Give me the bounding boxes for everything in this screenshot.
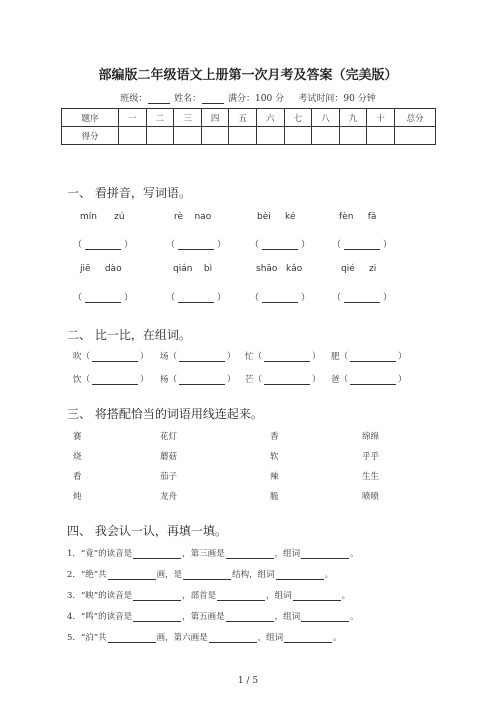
compare-item xyxy=(331,350,407,362)
page-number: 1 / 5 xyxy=(237,676,259,686)
answer-line[interactable] xyxy=(133,612,181,622)
compare-item xyxy=(160,350,236,362)
question-1 xyxy=(67,547,359,559)
paren-close: ） xyxy=(217,293,227,303)
section2-heading: 二、 比一比，在组词。 xyxy=(67,328,191,342)
q-text: 。 xyxy=(341,591,351,601)
pinyin-item: shāo kǎo xyxy=(256,264,303,274)
paren-open: （ xyxy=(339,352,349,362)
match-word[interactable]: 看 xyxy=(73,472,82,482)
answer-line[interactable] xyxy=(133,549,181,559)
score-cell[interactable] xyxy=(339,127,367,145)
paren-open: （ xyxy=(332,293,342,303)
answer-line[interactable] xyxy=(350,375,396,385)
answer-line[interactable] xyxy=(108,570,156,580)
score-table-header-row xyxy=(62,109,436,127)
score-cell[interactable] xyxy=(146,127,174,145)
score-header-cell: 一 xyxy=(119,109,147,127)
answer-line[interactable] xyxy=(179,375,225,385)
q-text: 。 xyxy=(350,612,359,622)
paren-close: ） xyxy=(383,240,393,250)
match-word[interactable]: 脆 xyxy=(270,492,279,502)
answer-line xyxy=(262,240,298,250)
answer-line[interactable] xyxy=(276,570,324,580)
compare-item xyxy=(245,373,321,385)
answer-line xyxy=(178,293,214,303)
paren-open: （ xyxy=(339,375,349,385)
paren-open: （ xyxy=(166,293,176,303)
score-table-score-row xyxy=(62,127,436,145)
answer-line[interactable] xyxy=(301,612,349,622)
section3-heading: 三、 将搭配恰当的词语用线连起来。 xyxy=(67,407,263,421)
q-text: 结构，组词 xyxy=(232,570,275,580)
question-5 xyxy=(67,631,342,643)
name-label: 姓名： xyxy=(174,94,202,104)
name-blank xyxy=(202,94,224,104)
score-header-cell: 总分 xyxy=(395,109,436,127)
match-word[interactable]: 烧 xyxy=(73,452,82,462)
q-text: 1．“竟”的读音是 xyxy=(67,549,133,559)
answer-line[interactable] xyxy=(264,375,310,385)
q-text: 。 xyxy=(333,633,342,643)
match-word[interactable]: 龙舟 xyxy=(160,492,178,502)
answer-blank[interactable] xyxy=(332,290,392,303)
answer-line xyxy=(85,240,121,250)
q-text: 3．“映”的读音是 xyxy=(67,591,133,601)
answer-blank[interactable] xyxy=(73,290,133,303)
pinyin-item: fèn fā xyxy=(339,212,377,222)
q-text: ，组词 xyxy=(274,612,301,622)
exam-info-line xyxy=(0,91,496,104)
compare-char: 场 xyxy=(160,352,169,362)
paren-close: ） xyxy=(140,352,149,362)
score-cell[interactable] xyxy=(119,127,147,145)
paren-close: ） xyxy=(312,352,321,362)
compare-char: 饮 xyxy=(73,375,82,385)
answer-blank[interactable] xyxy=(250,237,310,250)
pinyin-item: bèi ké xyxy=(257,212,296,222)
paren-open: （ xyxy=(166,240,176,250)
q-text: 4．“鸣”的读音是 xyxy=(67,612,133,622)
pinyin-item: qié zi xyxy=(341,264,377,274)
match-word[interactable]: 软 xyxy=(270,452,279,462)
match-word[interactable]: 炖 xyxy=(73,492,82,502)
question-4 xyxy=(67,610,359,622)
score-row-label: 得分 xyxy=(62,127,119,145)
answer-line xyxy=(262,293,298,303)
score-cell[interactable] xyxy=(395,127,436,145)
answer-line[interactable] xyxy=(108,633,156,643)
paren-open: （ xyxy=(81,352,91,362)
score-header-cell: 五 xyxy=(229,109,257,127)
pinyin-item: qián bì xyxy=(173,264,213,274)
score-header-cell: 九 xyxy=(339,109,367,127)
score-cell[interactable] xyxy=(174,127,202,145)
paren-close: ） xyxy=(124,293,134,303)
paren-open: （ xyxy=(332,240,342,250)
score-cell[interactable] xyxy=(201,127,229,145)
answer-line xyxy=(344,293,380,303)
score-cell[interactable] xyxy=(312,127,340,145)
match-word[interactable]: 生生 xyxy=(362,472,380,482)
paren-open: （ xyxy=(168,352,178,362)
answer-blank[interactable] xyxy=(166,290,226,303)
paren-close: ） xyxy=(383,293,393,303)
match-word[interactable]: 乎乎 xyxy=(362,452,380,462)
score-cell[interactable] xyxy=(229,127,257,145)
paren-close: ） xyxy=(312,375,321,385)
match-word[interactable]: 辣 xyxy=(270,472,279,482)
answer-line[interactable] xyxy=(179,352,225,362)
paren-close: ） xyxy=(301,293,311,303)
paren-open: （ xyxy=(250,293,260,303)
answer-line[interactable] xyxy=(209,633,257,643)
answer-line[interactable] xyxy=(264,352,310,362)
q-text: ，组词 xyxy=(274,549,301,559)
compare-item xyxy=(331,373,407,385)
paren-close: ） xyxy=(301,240,311,250)
answer-blank[interactable] xyxy=(73,237,133,250)
score-header-cell: 八 xyxy=(312,109,340,127)
paren-open: （ xyxy=(73,240,83,250)
answer-blank[interactable] xyxy=(332,237,392,250)
match-word[interactable]: 香 xyxy=(270,432,279,442)
answer-line[interactable] xyxy=(217,591,265,601)
q-text: ，组词 xyxy=(257,633,284,643)
answer-line xyxy=(178,240,214,250)
paren-open: （ xyxy=(168,375,178,385)
class-label: 班级： xyxy=(120,94,148,104)
exam-time: 考试时间：90 分钟 xyxy=(298,94,376,104)
compare-item xyxy=(245,350,321,362)
paren-open: （ xyxy=(253,352,263,362)
answer-line xyxy=(344,240,380,250)
score-header-cell: 六 xyxy=(256,109,284,127)
q-text: ，第五画是 xyxy=(182,612,225,622)
score-table xyxy=(61,108,436,145)
compare-char: 杨 xyxy=(160,375,169,385)
score-header-cell: 题序 xyxy=(62,109,119,127)
match-word[interactable]: 绵绵 xyxy=(362,432,380,442)
paren-close: ） xyxy=(140,375,149,385)
paren-close: ） xyxy=(227,375,236,385)
q-text: 。 xyxy=(350,549,359,559)
answer-blank[interactable] xyxy=(166,237,226,250)
compare-char: 爸 xyxy=(331,375,340,385)
match-word[interactable]: 喷喷 xyxy=(362,492,380,502)
score-header-cell: 三 xyxy=(174,109,202,127)
score-header-cell: 二 xyxy=(146,109,174,127)
compare-item xyxy=(73,350,149,362)
paren-close: ） xyxy=(398,375,407,385)
paren-open: （ xyxy=(73,293,83,303)
q-text: 2．“绝”共 xyxy=(67,570,107,580)
score-cell[interactable] xyxy=(367,127,395,145)
compare-char: 芒 xyxy=(245,375,254,385)
compare-char: 吹 xyxy=(73,352,82,362)
paren-close: ） xyxy=(124,240,134,250)
score-cell[interactable] xyxy=(256,127,284,145)
paren-close: ） xyxy=(398,352,407,362)
q-text: 画，第六画是 xyxy=(156,633,208,643)
paren-open: （ xyxy=(250,240,260,250)
q-text: ，组词 xyxy=(266,591,292,601)
q-text: ，第三画是 xyxy=(182,549,225,559)
class-blank xyxy=(148,94,170,104)
answer-line[interactable] xyxy=(133,591,181,601)
section4-heading: 四、 我会认一认，再填一填。 xyxy=(67,524,227,538)
answer-line[interactable] xyxy=(183,570,231,580)
answer-line[interactable] xyxy=(293,591,341,601)
score-cell[interactable] xyxy=(284,127,312,145)
q-text: ，部首是 xyxy=(182,591,217,601)
pinyin-item: mín zú xyxy=(80,212,125,222)
paren-open: （ xyxy=(253,375,263,385)
pinyin-item: jiē dào xyxy=(80,264,122,274)
answer-line xyxy=(85,293,121,303)
answer-line[interactable] xyxy=(92,352,138,362)
match-word[interactable]: 赛 xyxy=(73,432,82,442)
q-text: 画，是 xyxy=(156,570,183,580)
match-word[interactable]: 花灯 xyxy=(160,432,178,442)
q-text: 。 xyxy=(324,570,334,580)
score-header-cell: 七 xyxy=(284,109,312,127)
q-text: 5．“泊”共 xyxy=(67,633,107,643)
compare-char: 忙 xyxy=(245,352,254,362)
answer-line[interactable] xyxy=(350,352,396,362)
compare-item xyxy=(73,373,149,385)
compare-char: 肥 xyxy=(331,352,340,362)
pinyin-item: rè nao xyxy=(174,212,212,222)
answer-line[interactable] xyxy=(226,549,274,559)
section1-heading: 一、 看拼音，写词语。 xyxy=(67,186,191,200)
score-header-cell: 十 xyxy=(367,109,395,127)
answer-line[interactable] xyxy=(301,549,349,559)
paren-close: ） xyxy=(217,240,227,250)
match-word[interactable]: 蘑菇 xyxy=(160,452,178,462)
paren-open: （ xyxy=(81,375,91,385)
page-title: 部编版二年级语文上册第一次月考及答案（完美版） xyxy=(98,68,398,83)
match-word[interactable]: 茄子 xyxy=(160,472,178,482)
full-score: 满分：100 分 xyxy=(228,94,285,104)
answer-line[interactable] xyxy=(226,612,274,622)
question-2 xyxy=(67,568,333,580)
score-header-cell: 四 xyxy=(201,109,229,127)
question-3 xyxy=(67,589,350,601)
paren-close: ） xyxy=(227,352,236,362)
answer-line[interactable] xyxy=(284,633,332,643)
compare-item xyxy=(160,373,236,385)
answer-blank[interactable] xyxy=(250,290,310,303)
answer-line[interactable] xyxy=(92,375,138,385)
